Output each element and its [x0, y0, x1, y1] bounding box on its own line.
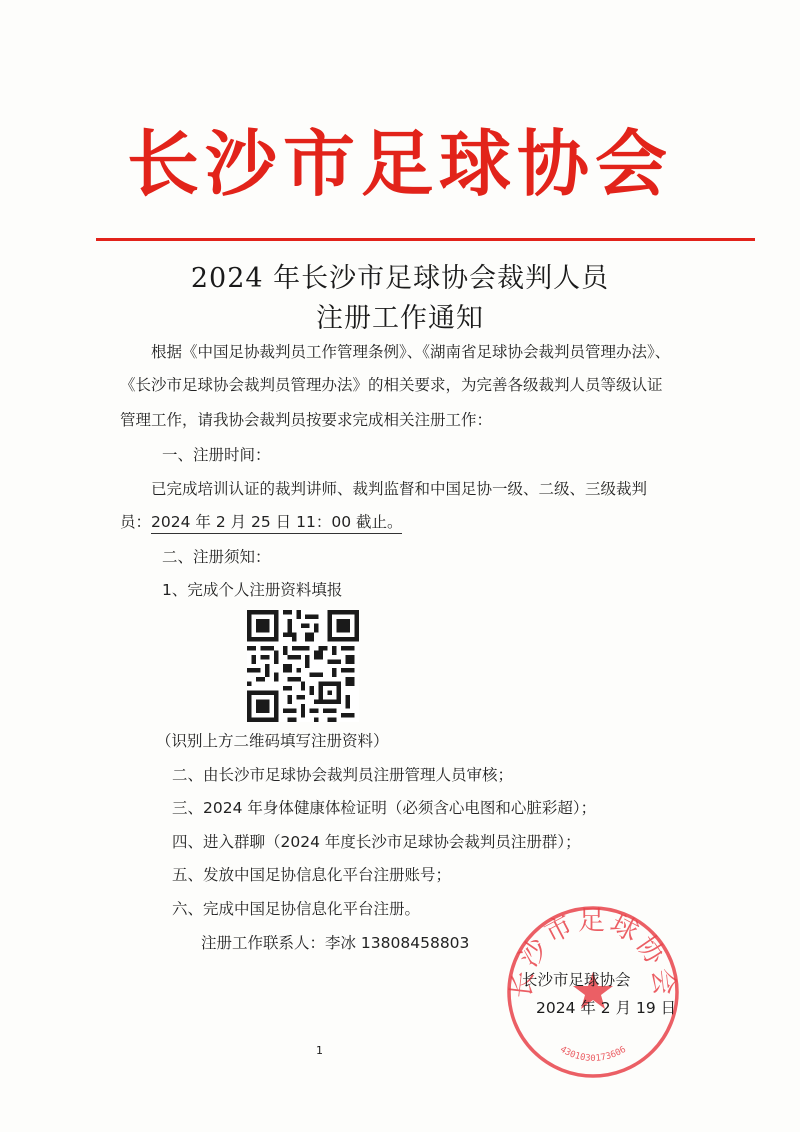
intro-line-1: 根据《中国足协裁判员工作管理条例》、《湖南省足球协会裁判员管理办法》、	[151, 343, 671, 361]
page-number: 1	[316, 1044, 323, 1057]
signature-org: 长沙市足球协会	[522, 971, 631, 989]
section1-line-2-prefix: 员：	[120, 513, 152, 531]
notice-title-line2: 注册工作通知	[316, 303, 484, 334]
contact-person: 注册工作联系人：李冰 13808458803	[201, 934, 470, 952]
letterhead-org-name: 长沙市足球协会	[126, 121, 673, 206]
intro-line-3: 管理工作，请我协会裁判员按要求完成相关注册工作：	[120, 411, 493, 429]
section1-heading: 一、注册时间：	[162, 446, 271, 464]
seal-org-text: 长沙市足球协会	[505, 905, 681, 1001]
notice-title-line1: 2024 年长沙市足球协会裁判人员	[190, 263, 610, 294]
step-5: 五、发放中国足协信息化平台注册账号；	[172, 866, 452, 884]
step-4: 四、进入群聊（2024 年度长沙市足球协会裁判员注册群）；	[172, 833, 581, 851]
section1-line-1: 已完成培训认证的裁判讲师、裁判监督和中国足协一级、二级、三级裁判	[151, 480, 648, 498]
registration-qr-code	[247, 610, 359, 722]
section1-line-2	[120, 515, 402, 531]
seal-number-text: 4301030173606	[558, 1044, 628, 1064]
step-6: 六、完成中国足协信息化平台注册。	[172, 900, 421, 918]
official-seal	[503, 902, 683, 1082]
signature-date: 2024 年 2 月 19 日	[536, 999, 677, 1017]
step-2: 二、由长沙市足球协会裁判员注册管理人员审核；	[172, 766, 514, 784]
qr-caption: （识别上方二维码填写注册资料）	[156, 732, 389, 750]
svg-text:4301030173606	[558, 1045, 628, 1064]
step-1: 1、完成个人注册资料填报	[162, 581, 343, 599]
intro-line-2: 《长沙市足球协会裁判员管理办法》的相关要求，为完善各级裁判人员等级认证	[120, 376, 663, 394]
step-3: 三、2024 年身体健康体检证明（必须含心电图和心脏彩超）；	[172, 799, 597, 817]
registration-deadline: 2024 年 2 月 25 日 11：00 截止。	[151, 513, 402, 534]
letterhead-red-rule	[96, 238, 755, 241]
section2-heading: 二、注册须知：	[162, 548, 271, 566]
